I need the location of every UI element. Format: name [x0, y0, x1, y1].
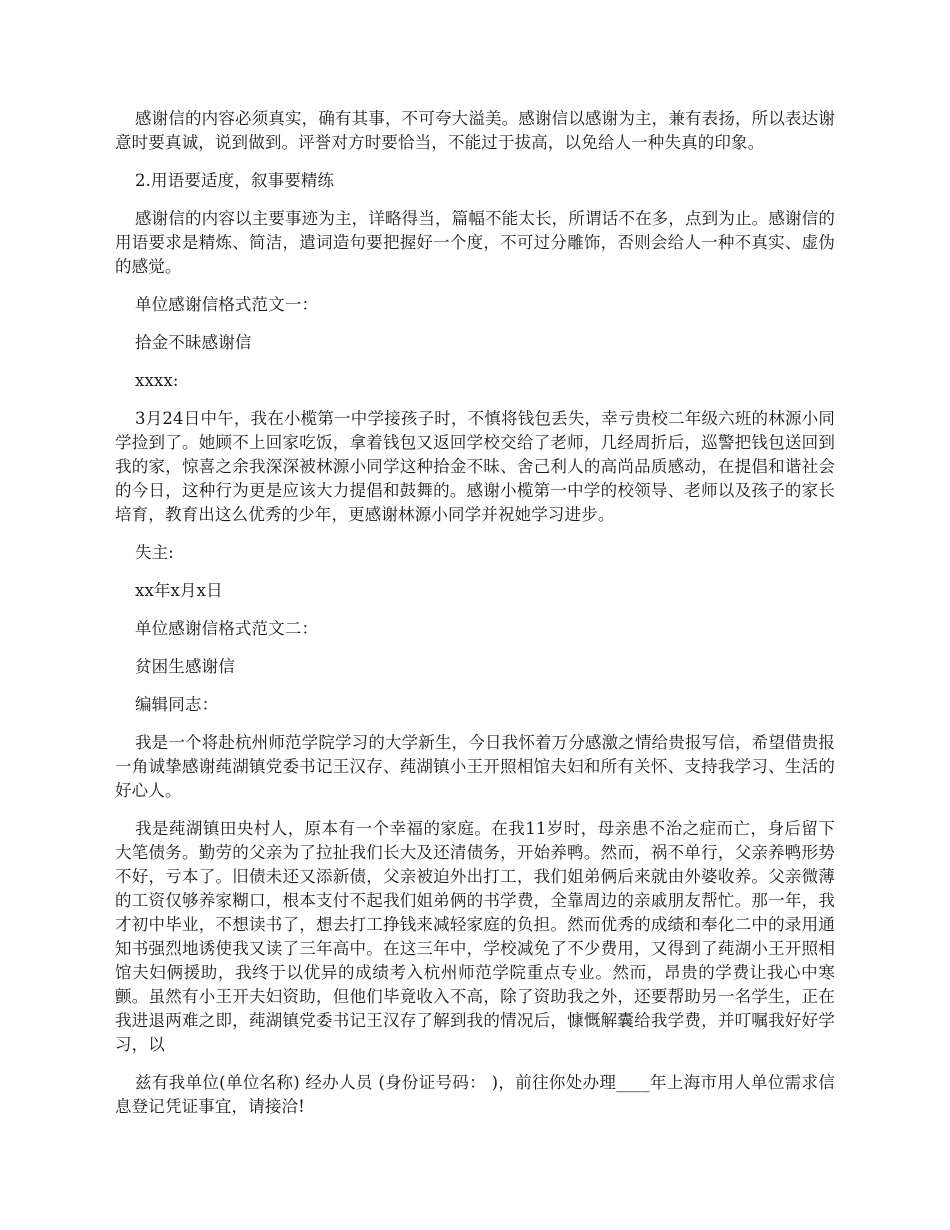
- paragraph-closing: 兹有我单位(单位名称) 经办人员 (身份证号码： )，前往你处办理____年上海市用人单位需求信息登记凭证事宜，请接洽!: [115, 1073, 835, 1116]
- paragraph-signature-1: 失主:: [135, 543, 175, 562]
- paragraph-heading-2: 2.用语要适度，叙事要精练: [135, 171, 335, 190]
- paragraph-sample-two-title: 单位感谢信格式范文二：: [135, 619, 319, 638]
- paragraph-letter-body-1: 3月24日中午，我在小榄第一中学接孩子时，不慎将钱包丢失，幸亏贵校二年级六班的林源小同学捡到了。她顾不上回家吃饭，拿着钱包又返回学校交给了老师，几经周折后，巡警把钱包送回到我的家，惊喜之余我深深被林源小同学这种拾金不昧、舍己利人的高尚品质感动，在提倡和谐社会的今日，这种行为更是应该大力提倡和鼓舞的。感谢小榄第一中学的校领导、老师以及孩子的家长培育，教育出这么优秀的少年，更感谢林源小同学并祝她学习进步。: [115, 409, 835, 524]
- paragraph-letter-body-2b: 我是莼湖镇田央村人，原本有一个幸福的家庭。在我11岁时，母亲患不治之症而亡，身后留下大笔债务。勤劳的父亲为了拉扯我们长大及还清债务，开始养鸭。然而，祸不单行，父亲养鸭形势不好，亏本了。旧债未还又添新债，父亲被迫外出打工，我们姐弟俩后来就由外婆收养。父亲微薄的工资仅够养家糊口，根本支付不起我们姐弟俩的书学费，全靠周边的亲戚朋友帮忙。那一年，我才初中毕业，不想读书了，想去打工挣钱来减轻家庭的负担。然而优秀的成绩和奉化二中的录用通知书强烈地诱使我又读了三年高中。在这三年中，学校减免了不少费用，又得到了莼湖小王开照相馆夫妇俩援助，我终于以优异的成绩考入杭州师范学院重点专业。然而，昂贵的学费让我心中寒颤。虽然有小王开夫妇资助，但他们毕竟收入不高，除了资助我之外，还要帮助另一名学生，正在我进退两难之即，莼湖镇党委书记王汉存了解到我的情况后，慷慨解囊给我学费，并叮嘱我好好学习，以: [115, 819, 835, 1054]
- paragraph-letter-title-2: 贫困生感谢信: [135, 657, 235, 676]
- paragraph-sample-one-title: 单位感谢信格式范文一：: [135, 295, 319, 314]
- paragraph-date-1: xx年x月x日: [135, 581, 223, 600]
- paragraph-letter-title-1: 拾金不昧感谢信: [135, 333, 252, 352]
- paragraph-language: 感谢信的内容以主要事迹为主，详略得当，篇幅不能太长，所谓话不在多，点到为止。感谢信的用语要求是精炼、简洁，遣词造句要把握好一个度，不可过分雕饰，否则会给人一种不真实、虚伪的感觉。: [115, 209, 835, 276]
- paragraph-intro: 感谢信的内容必须真实，确有其事，不可夸大溢美。感谢信以感谢为主，兼有表扬，所以表达谢意时要真诚，说到做到。评誉对方时要恰当，不能过于拔高，以免给人一种失真的印象。: [115, 109, 835, 152]
- paragraph-salutation-2: 编辑同志：: [135, 695, 219, 714]
- paragraph-salutation-1: xxxx:: [135, 371, 179, 390]
- paragraph-letter-body-2a: 我是一个将赴杭州师范学院学习的大学新生，今日我怀着万分感激之情给贵报写信，希望借贵报一角诚挚感谢莼湖镇党委书记王汉存、莼湖镇小王开照相馆夫妇和所有关怀、支持我学习、生活的好心人。: [115, 733, 835, 800]
